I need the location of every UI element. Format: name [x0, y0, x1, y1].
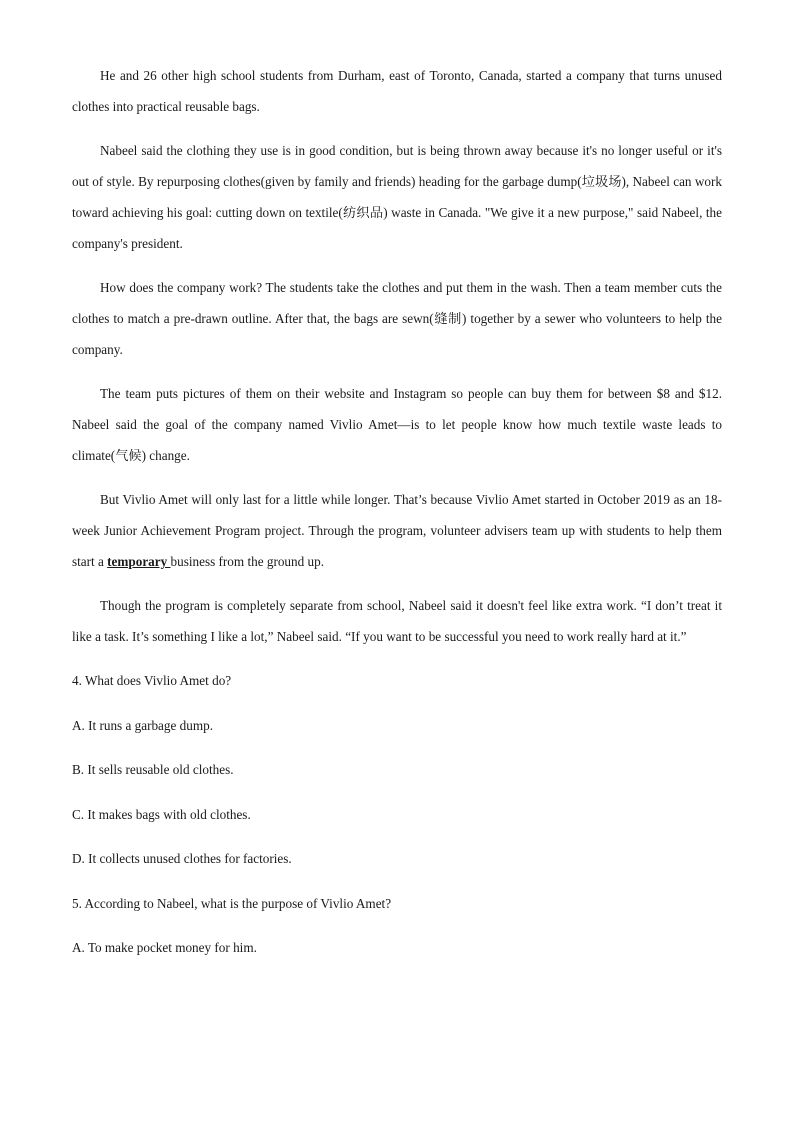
- question-5-option-a: A. To make pocket money for him.: [72, 940, 257, 955]
- question-4-option-b: B. It sells reusable old clothes.: [72, 762, 234, 777]
- underlined-keyword: temporary: [107, 554, 171, 569]
- paragraph-5-text-after: business from the ground up.: [170, 554, 324, 569]
- passage-paragraph-4: The team puts pictures of them on their website and Instagram so people can buy them for between $8 and $12. Nabeel said the goal of the company named Vivlio Amet—is to let people know how much textile waste leads to climate(气候) change.: [72, 386, 722, 463]
- passage-paragraph-2: Nabeel said the clothing they use is in good condition, but is being thrown away because it's no longer useful or it's out of style. By repurposing clothes(given by family and friends) heading for the garbage dump(垃圾场), Nabeel can work toward achieving his goal: cutting down on textile(纺织品) waste in Canada. "We give it a new purpose," said Nabeel, the company's president.: [72, 143, 722, 251]
- document-page: [72, 60, 722, 977]
- passage-paragraph-1: He and 26 other high school students from Durham, east of Toronto, Canada, started a company that turns unused clothes into practical reusable bags.: [72, 68, 722, 114]
- question-4-option-c: C. It makes bags with old clothes.: [72, 806, 251, 822]
- passage-paragraph-6: Though the program is completely separate from school, Nabeel said it doesn't feel like extra work. “I don’t treat it like a task. It’s something I like a lot,” Nabeel said. “If you want to be successful you need to work really hard at it.”: [72, 598, 722, 644]
- passage-paragraph-3: How does the company work? The students take the clothes and put them in the wash. Then a team member cuts the clothes to match a pre-drawn outline. After that, the bags are sewn(缝制) together by a sewer who volunteers to help the company.: [72, 280, 722, 357]
- question-4-stem: 4. What does Vivlio Amet do?: [72, 673, 232, 688]
- passage-paragraph-5: [72, 484, 722, 577]
- question-5-stem: 5. According to Nabeel, what is the purpose of Vivlio Amet?: [72, 895, 392, 911]
- question-4-option-d: D. It collects unused clothes for factories.: [72, 851, 292, 866]
- paragraph-5-text-before: But Vivlio Amet will only last for a little while longer. That’s because Vivlio Amet started in October 2019 as an 18-week Junior Achievement Program project. Through the program, volunteer advisers team up with students to help them start a: [72, 492, 722, 569]
- question-4-option-a: A. It runs a garbage dump.: [72, 717, 213, 733]
